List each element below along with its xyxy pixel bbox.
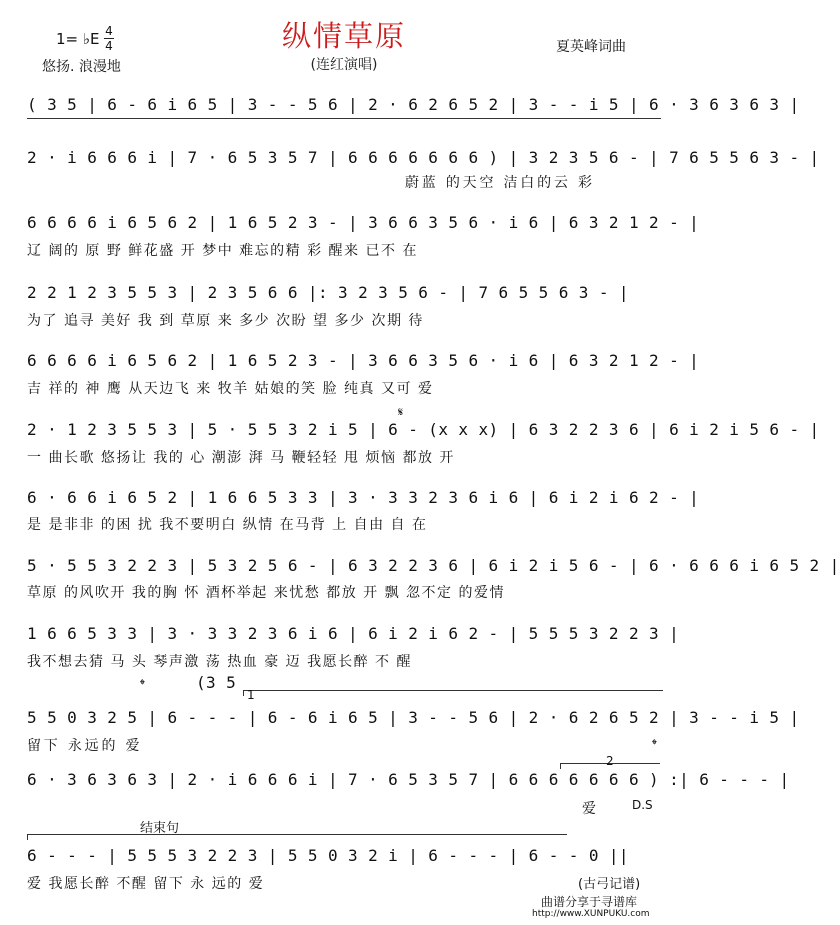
lyric-line-8: 草原 的风吹开 我的胸 怀 酒杯举起 来忧愁 都放 开 飘 忽不定 的爱情 <box>27 585 506 601</box>
composer-credit: 夏英峰词曲 <box>556 39 626 55</box>
lyric-line-5: 吉 祥的 神 鹰 从天边飞 来 牧羊 姑娘的笑 脸 纯真 又可 爱 <box>27 381 434 397</box>
staff-line-11: 6 · 3 6 3 6 3 | 2 · i 6 6 6 i | 7 · 6 5 3 5 7 | 6 6 6 6 6 6 6 ) :| 6 - - - | <box>27 770 790 789</box>
transcriber-credit: (古弓记谱) <box>578 877 641 892</box>
ending-tick <box>27 834 28 840</box>
lyric-line-12: 爱 我愿长醉 不醒 留下 永 远的 爱 <box>27 876 265 892</box>
lyric-line-6: 一 曲长歌 悠扬让 我的 心 潮澎 湃 马 鞭轻轻 甩 烦恼 都放 开 <box>27 450 455 466</box>
staff-line-3: 6 6 6 6 i 6 5 6 2 | 1 6 5 2 3 - | 3 6 6 3 5 6 · i 6 | 6 3 2 1 2 - | <box>27 213 700 232</box>
lyric-line-3: 辽 阔的 原 野 鲜花盛 开 梦中 难忘的精 彩 醒来 已不 在 <box>27 243 418 259</box>
underline-rule <box>27 118 661 119</box>
lyric-line-10: 留下 永远的 爱 <box>27 738 143 754</box>
staff-line-8: 5 · 5 5 3 2 2 3 | 5 3 2 5 6 - | 6 3 2 2 3 6 | 6 i 2 i 5 6 - | 6 · 6 6 6 i 6 5 2 | <box>27 556 840 575</box>
key-signature: 1= ♭E <box>56 30 100 48</box>
site-footer: 曲谱分享于寻谱库 <box>541 895 638 909</box>
staff-line-12: 6 - - - | 5 5 5 3 2 2 3 | 5 5 0 3 2 i | 6 - - - | 6 - - 0 || <box>27 846 629 865</box>
lyric-line-7: 是 是非非 的困 扰 我不要明白 纵情 在马背 上 自由 自 在 <box>27 517 428 533</box>
volta-2-tick <box>560 763 561 769</box>
staff-line-1: ( 3 5 | 6 - 6 i 6 5 | 3 - - 5 6 | 2 · 6 2 6 5 2 | 3 - - i 5 | 6 · 3 6 3 6 3 | <box>27 95 800 114</box>
lyric-line-11: 爱 <box>582 801 598 817</box>
coda-icon: 𝄌 <box>652 737 657 753</box>
meter-top: 4 <box>105 24 113 38</box>
staff-line-7: 6 · 6 6 i 6 5 2 | 1 6 6 5 3 3 | 3 · 3 3 2 3 6 i 6 | 6 i 2 i 6 2 - | <box>27 488 700 507</box>
performer-credit: (连红演唱) <box>310 57 378 73</box>
ending-label: 结束句 <box>140 821 180 836</box>
staff-line-4: 2 2 1 2 3 5 5 3 | 2 3 5 6 6 |: 3 2 3 5 6 - | 7 6 5 5 6 3 - | <box>27 283 629 302</box>
meter-bottom: 4 <box>105 39 113 53</box>
segno-icon: 𝄋 <box>398 405 404 419</box>
time-signature <box>103 25 115 52</box>
ending-bracket <box>27 834 567 835</box>
staff-line-6: 2 · 1 2 3 5 5 3 | 5 · 5 5 3 2 i 5 | 6 - (x x x) | 6 3 2 2 3 6 | 6 i 2 i 5 6 - | <box>27 420 820 439</box>
lyric-line-9: 我不想去猜 马 头 琴声激 荡 热血 豪 迈 我愿长醉 不 醒 <box>27 654 413 670</box>
staff-line-2: 2 · i 6 6 6 i | 7 · 6 5 3 5 7 | 6 6 6 6 6 6 6 ) | 3 2 3 5 6 - | 7 6 5 5 6 3 - | <box>27 148 820 167</box>
song-title: 纵情草原 <box>281 19 406 53</box>
staff-line-9: 1 6 6 5 3 3 | 3 · 3 3 2 3 6 i 6 | 6 i 2 i 6 2 - | 5 5 5 3 2 2 3 | <box>27 624 680 643</box>
tempo-marking: 悠扬. 浪漫地 <box>42 59 121 75</box>
volta-pickup: (3 5 <box>196 673 237 692</box>
volta-1-tick <box>243 690 244 696</box>
site-url[interactable]: http://www.XUNPUKU.com <box>532 909 650 919</box>
volta-2-number: 2 <box>606 754 614 768</box>
volta-1-bracket <box>243 690 663 691</box>
coda-icon: 𝄌 <box>140 677 145 693</box>
staff-line-5: 6 6 6 6 i 6 5 6 2 | 1 6 5 2 3 - | 3 6 6 3 5 6 · i 6 | 6 3 2 1 2 - | <box>27 351 700 370</box>
staff-line-10: 5 5 0 3 2 5 | 6 - - - | 6 - 6 i 6 5 | 3 - - 5 6 | 2 · 6 2 6 5 2 | 3 - - i 5 | <box>27 708 800 727</box>
volta-1-number: 1 <box>247 688 255 702</box>
lyric-line-4: 为了 追寻 美好 我 到 草原 来 多少 次盼 望 多少 次期 待 <box>27 313 424 329</box>
lyric-line-2: 蔚蓝 的天空 洁白的云 彩 <box>405 175 595 191</box>
dal-segno-mark: D.S <box>632 798 653 812</box>
